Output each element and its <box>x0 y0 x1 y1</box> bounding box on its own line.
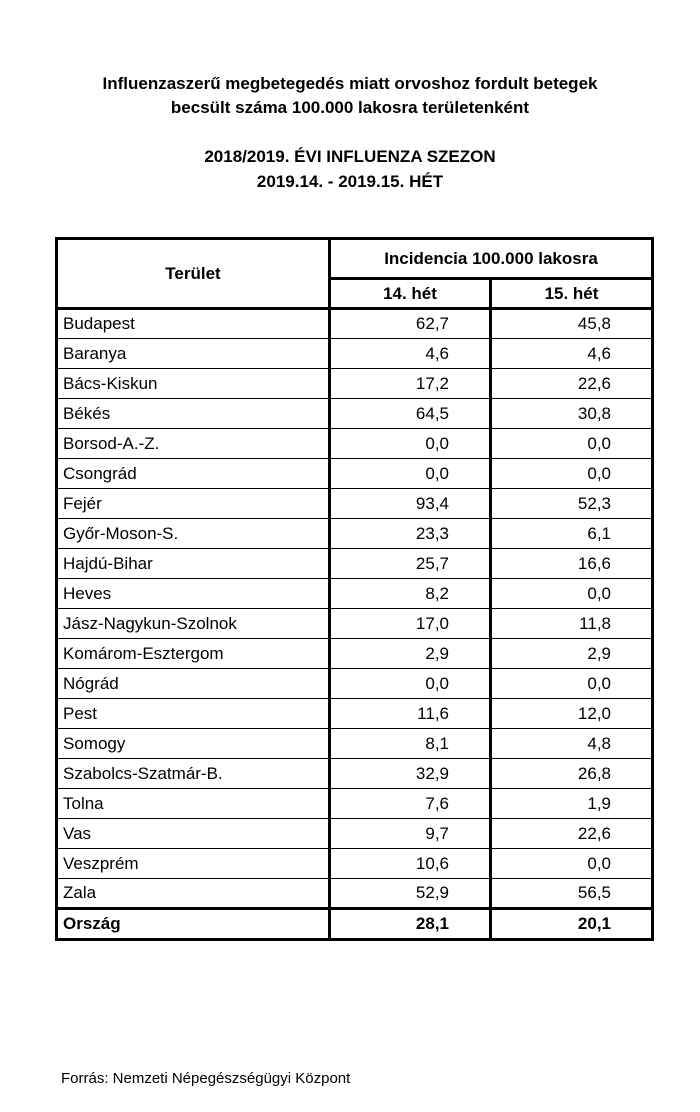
week-15-value: 4,6 <box>491 339 653 369</box>
table-row <box>57 759 653 789</box>
week-15-value: 0,0 <box>491 459 653 489</box>
table-row <box>57 699 653 729</box>
title-line-1: Influenzaszerű megbetegedés miatt orvoshoz fordult betegek <box>102 74 598 93</box>
region-name: Somogy <box>57 729 330 759</box>
total-name: Ország <box>57 909 330 940</box>
week-14-value: 11,6 <box>330 699 491 729</box>
incidence-table <box>55 237 654 941</box>
table-row <box>57 669 653 699</box>
source-note: Forrás: Nemzeti Népegészségügyi Központ <box>61 1070 351 1087</box>
total-week-15: 20,1 <box>491 909 653 940</box>
weeks-heading: 2019.14. - 2019.15. HÉT <box>256 172 444 191</box>
week-14-value: 0,0 <box>330 669 491 699</box>
table-row <box>57 579 653 609</box>
week-15-value: 0,0 <box>491 849 653 879</box>
week-14-value: 9,7 <box>330 819 491 849</box>
region-name: Zala <box>57 879 330 909</box>
week-15-value: 4,8 <box>491 729 653 759</box>
table-row <box>57 309 653 339</box>
week-15-value: 2,9 <box>491 639 653 669</box>
region-name: Jász-Nagykun-Szolnok <box>57 609 330 639</box>
week-15-value: 11,8 <box>491 609 653 639</box>
table-row <box>57 519 653 549</box>
week-15-value: 26,8 <box>491 759 653 789</box>
region-name: Borsod-A.-Z. <box>57 429 330 459</box>
table-row <box>57 789 653 819</box>
table-row <box>57 879 653 909</box>
week-15-value: 22,6 <box>491 369 653 399</box>
region-name: Veszprém <box>57 849 330 879</box>
week-15-value: 16,6 <box>491 549 653 579</box>
week-14-value: 4,6 <box>330 339 491 369</box>
week-15-value: 0,0 <box>491 429 653 459</box>
region-name: Heves <box>57 579 330 609</box>
week-14-value: 52,9 <box>330 879 491 909</box>
week-15-value: 56,5 <box>491 879 653 909</box>
region-name: Bács-Kiskun <box>57 369 330 399</box>
region-name: Szabolcs-Szatmár-B. <box>57 759 330 789</box>
region-name: Vas <box>57 819 330 849</box>
table-row <box>57 549 653 579</box>
region-name: Hajdú-Bihar <box>57 549 330 579</box>
week-15-value: 6,1 <box>491 519 653 549</box>
week-15-value: 12,0 <box>491 699 653 729</box>
week-15-value: 0,0 <box>491 669 653 699</box>
season-heading: 2018/2019. ÉVI INFLUENZA SZEZON <box>204 147 496 166</box>
week-15-value: 45,8 <box>491 309 653 339</box>
region-name: Tolna <box>57 789 330 819</box>
week-14-value: 25,7 <box>330 549 491 579</box>
table-row <box>57 849 653 879</box>
week-14-value: 93,4 <box>330 489 491 519</box>
week-14-value: 2,9 <box>330 639 491 669</box>
week-14-value: 23,3 <box>330 519 491 549</box>
week-14-value: 32,9 <box>330 759 491 789</box>
week-14-value: 17,2 <box>330 369 491 399</box>
week-14-value: 10,6 <box>330 849 491 879</box>
week-14-value: 64,5 <box>330 399 491 429</box>
table-row <box>57 339 653 369</box>
region-name: Budapest <box>57 309 330 339</box>
week-15-value: 22,6 <box>491 819 653 849</box>
region-name: Komárom-Esztergom <box>57 639 330 669</box>
region-name: Békés <box>57 399 330 429</box>
table-row <box>57 399 653 429</box>
week-15-value: 52,3 <box>491 489 653 519</box>
region-name: Baranya <box>57 339 330 369</box>
table-row <box>57 729 653 759</box>
header-week-15: 15. hét <box>491 279 653 309</box>
week-15-value: 0,0 <box>491 579 653 609</box>
table-row <box>57 819 653 849</box>
region-name: Fejér <box>57 489 330 519</box>
header-week-14: 14. hét <box>330 279 491 309</box>
week-14-value: 8,1 <box>330 729 491 759</box>
week-14-value: 17,0 <box>330 609 491 639</box>
total-row <box>57 909 653 940</box>
week-14-value: 0,0 <box>330 459 491 489</box>
table-row <box>57 639 653 669</box>
header-incidence: Incidencia 100.000 lakosra <box>330 239 653 279</box>
week-14-value: 0,0 <box>330 429 491 459</box>
title-line-2: becsült száma 100.000 lakosra területenként <box>170 98 530 117</box>
table-row <box>57 609 653 639</box>
table-row <box>57 429 653 459</box>
region-name: Nógrád <box>57 669 330 699</box>
week-14-value: 7,6 <box>330 789 491 819</box>
total-week-14: 28,1 <box>330 909 491 940</box>
week-15-value: 30,8 <box>491 399 653 429</box>
region-name: Pest <box>57 699 330 729</box>
region-name: Csongrád <box>57 459 330 489</box>
table-row <box>57 489 653 519</box>
table-row <box>57 369 653 399</box>
header-area: Terület <box>57 239 330 309</box>
table-row <box>57 459 653 489</box>
week-15-value: 1,9 <box>491 789 653 819</box>
region-name: Győr-Moson-S. <box>57 519 330 549</box>
week-14-value: 8,2 <box>330 579 491 609</box>
week-14-value: 62,7 <box>330 309 491 339</box>
